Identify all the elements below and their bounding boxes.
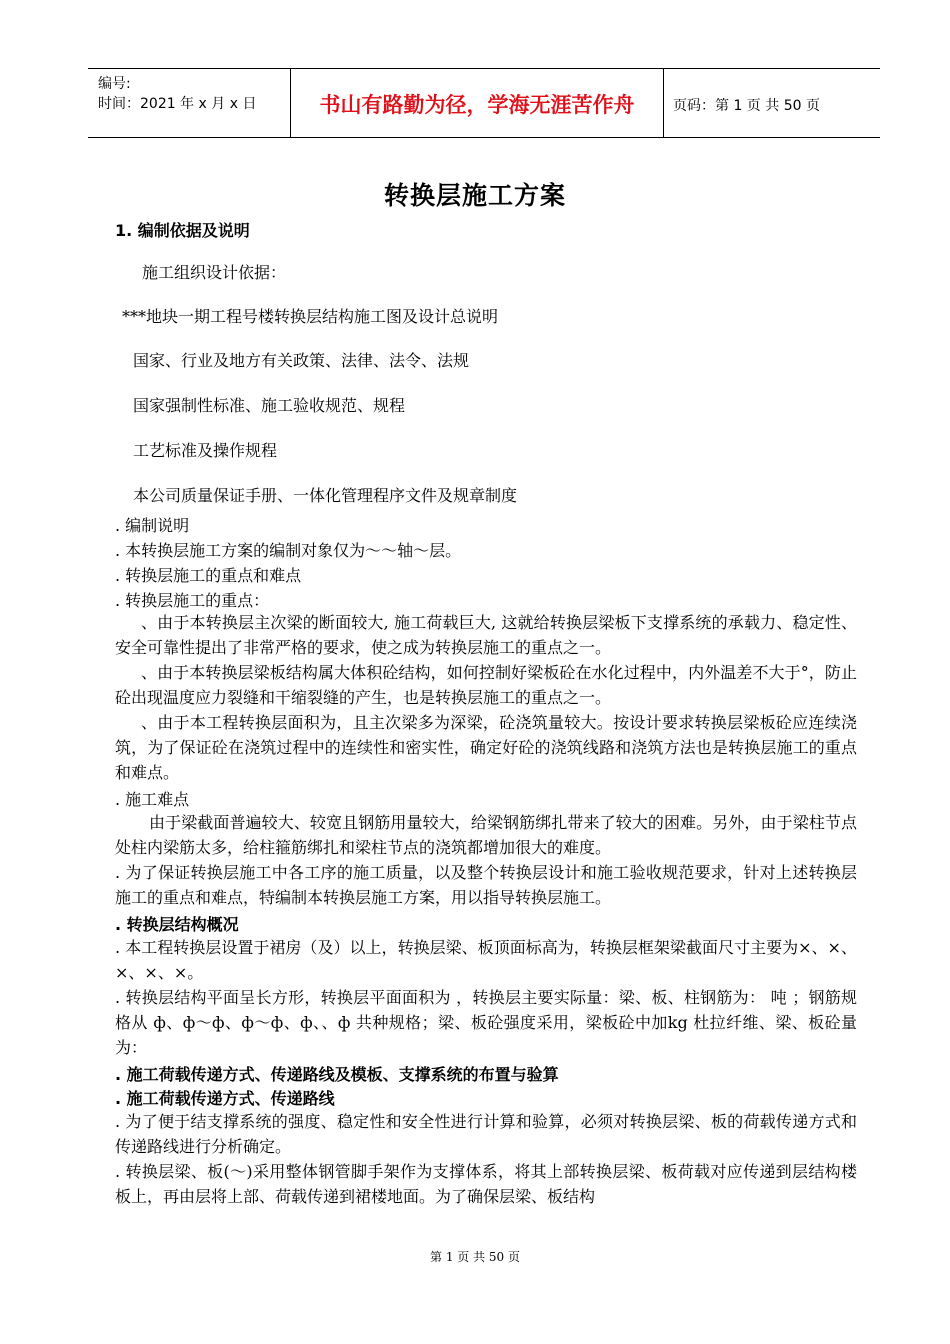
paragraph-text: . 转换层结构平面呈长方形，转换层平面面积为 ，转换层主要实际量：梁、板、柱钢筋为： 吨 ；钢筋规格从 ф、ф～ф、ф～ф、ф、、ф 共种规格；梁、板砼强度采用，梁板砼中加kg 杜拉纤维、梁、板砼量为：	[115, 988, 857, 1057]
basis-item: 国家、行业及地方有关政策、法律、法令、法规	[133, 351, 470, 370]
section-heading: . 转换层结构概况	[115, 915, 239, 934]
basis-intro: 施工组织设计依据：	[142, 263, 287, 282]
subsection-heading: . 施工难点	[115, 790, 190, 809]
body-paragraph	[115, 810, 857, 910]
document-title: 转换层施工方案	[383, 181, 566, 210]
body-paragraph	[115, 1109, 857, 1209]
note-line: . 转换层施工的重点和难点	[115, 566, 302, 585]
subsection-heading: . 施工荷载传递方式、传递路线	[115, 1089, 335, 1108]
paragraph-text: 、由于本转换层梁板结构属大体积砼结构，如何控制好梁板砼在水化过程中，内外温差不大于°，防止砼出现温度应力裂缝和干缩裂缝的产生，也是转换层施工的重点之一。	[115, 663, 857, 707]
page-label: 页码：第 1 页 共 50 页	[673, 98, 820, 114]
body-paragraph	[115, 935, 857, 1060]
basis-item: 本公司质量保证手册、一体化管理程序文件及规章制度	[133, 486, 518, 505]
section-heading: 1. 编制依据及说明	[115, 221, 250, 240]
time-label: 时间：2021 年 x 月 x 日	[98, 96, 257, 112]
header-motto	[290, 69, 664, 137]
page-header	[88, 68, 880, 138]
paragraph-text: 、由于本转换层主次梁的断面较大, 施工荷载巨大, 这就给转换层梁板下支撑系统的承载力、稳定性、安全可靠性提出了非常严格的要求，使之成为转换层施工的重点之一。	[115, 613, 857, 657]
basis-item: 国家强制性标准、施工验收规范、规程	[133, 396, 406, 415]
paragraph-text: 由于梁截面普遍较大、较宽且钢筋用量较大，给梁钢筋绑扎带来了较大的困难。另外，由于梁柱节点处柱内梁筋太多，给柱箍筋绑扎和梁柱节点的浇筑都增加很大的难度。	[115, 813, 857, 857]
paragraph-text: . 为了保证转换层施工中各工序的施工质量，以及整个转换层设计和施工验收规范要求，针对上述转换层施工的重点和难点，特编制本转换层施工方案，用以指导转换层施工。	[115, 863, 857, 907]
header-page	[663, 69, 880, 137]
page-footer: 第 1 页 共 50 页	[430, 1250, 520, 1264]
header-meta	[88, 69, 290, 137]
paragraph-text: . 转换层梁、板(～)采用整体钢管脚手架作为支撑体系，将其上部转换层梁、板荷载对应传递到层结构楼板上，再由层将上部、荷载传递到裙楼地面。为了确保层梁、板结构	[115, 1162, 857, 1206]
number-label: 编号:	[98, 76, 131, 92]
motto-text: 书山有路勤为径，学海无涯苦作舟	[319, 93, 635, 117]
note-line: . 本转换层施工方案的编制对象仅为～～轴～层。	[115, 541, 462, 560]
paragraph-text: . 本工程转换层设置于裙房（及）以上，转换层梁、板顶面标高为，转换层框架梁截面尺寸主要为×、×、×、×、×。	[115, 938, 857, 982]
basis-item: 工艺标准及操作规程	[133, 441, 278, 460]
paragraph-text: . 为了便于结支撑系统的强度、稳定性和安全性进行计算和验算，必须对转换层梁、板的荷载传递方式和传递路线进行分析确定。	[115, 1112, 857, 1156]
subsection-heading: . 转换层施工的重点：	[115, 591, 270, 610]
basis-item: ***地块一期工程号楼转换层结构施工图及设计总说明	[122, 307, 499, 326]
section-heading: . 施工荷载传递方式、传递路线及模板、支撑系统的布置与验算	[115, 1065, 559, 1084]
subsection-heading: . 编制说明	[115, 516, 190, 535]
paragraph-text: 、由于本工程转换层面积为，且主次梁多为深梁，砼浇筑量较大。按设计要求转换层梁板砼应连续浇筑，为了保证砼在浇筑过程中的连续性和密实性，确定好砼的浇筑线路和浇筑方法也是转换层施工的重点和难点。	[115, 713, 857, 782]
body-paragraph	[115, 610, 857, 785]
